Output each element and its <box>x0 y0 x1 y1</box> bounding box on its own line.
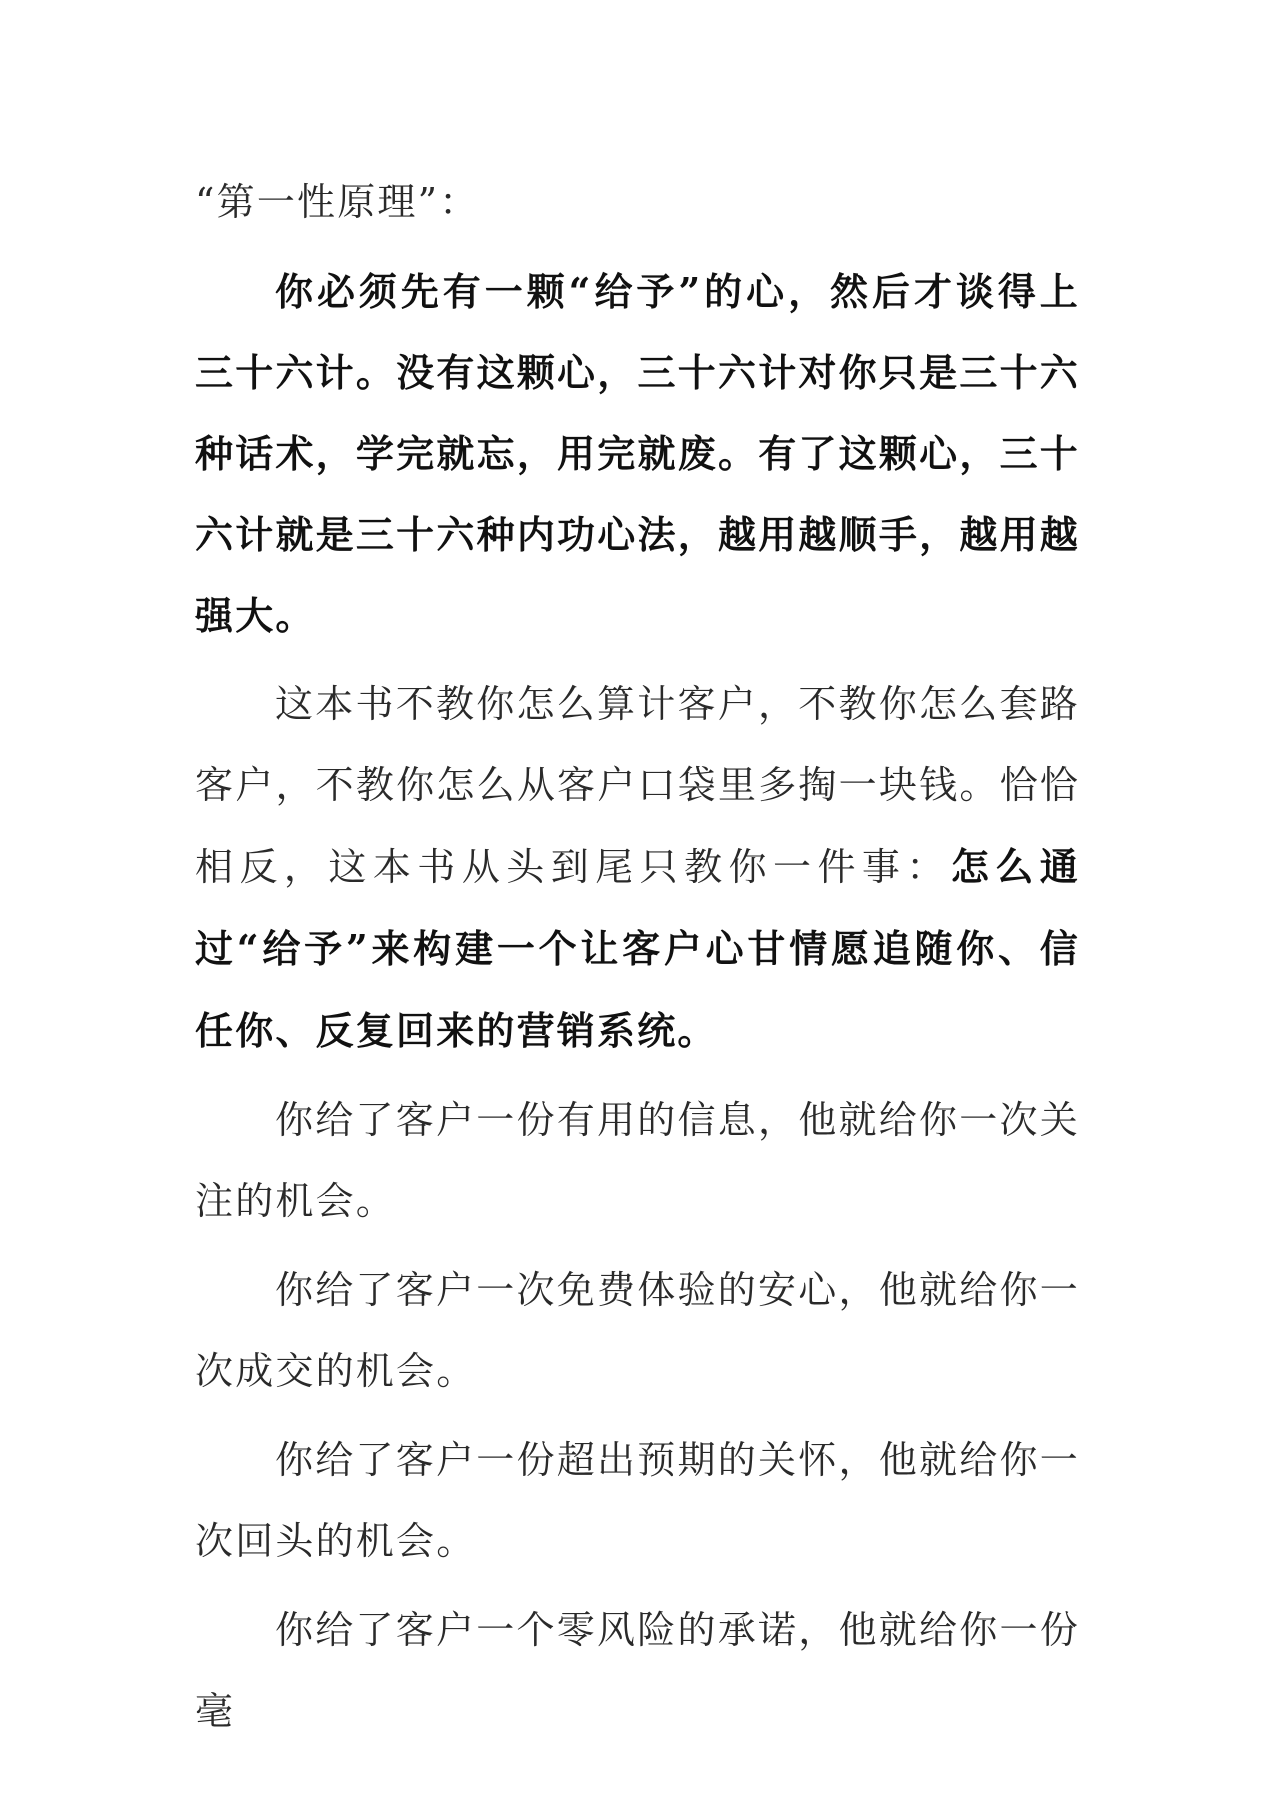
paragraph-free-trial: 你给了客户一次免费体验的安心，他就给你一次成交的机会。 <box>195 1268 1080 1393</box>
paragraph-care: 你给了客户一份超出预期的关怀，他就给你一次回头的机会。 <box>195 1438 1080 1563</box>
paragraph-zero-risk: 你给了客户一个零风险的承诺，他就给你一份毫 <box>195 1608 1080 1733</box>
paragraph-first-principle-heading: “第一性原理”： <box>195 180 480 224</box>
document-body <box>195 162 1080 1752</box>
book-purpose-text: 这本书不教你怎么算计客户，不教你怎么套路客户，不教你怎么从客户口袋里多掏一块钱。恰恰相反，这本书从头到尾只教你一件事： <box>195 682 1080 889</box>
paragraph-book-purpose <box>195 664 1080 1072</box>
paragraph-giving-heart: 你必须先有一颗“给予”的心，然后才谈得上三十六计。没有这颗心，三十六计对你只是三十六种话术，学完就忘，用完就废。有了这颗心，三十六计就是三十六种内功心法，越用越顺手，越用越强大。 <box>195 269 1080 638</box>
paragraph-useful-info: 你给了客户一份有用的信息，他就给你一次关注的机会。 <box>195 1098 1080 1223</box>
book-purpose-emphasis: 怎么通过“给予”来构建一个让客户心甘情愿追随你、信任你、反复回来的营销系统。 <box>195 844 1081 1053</box>
